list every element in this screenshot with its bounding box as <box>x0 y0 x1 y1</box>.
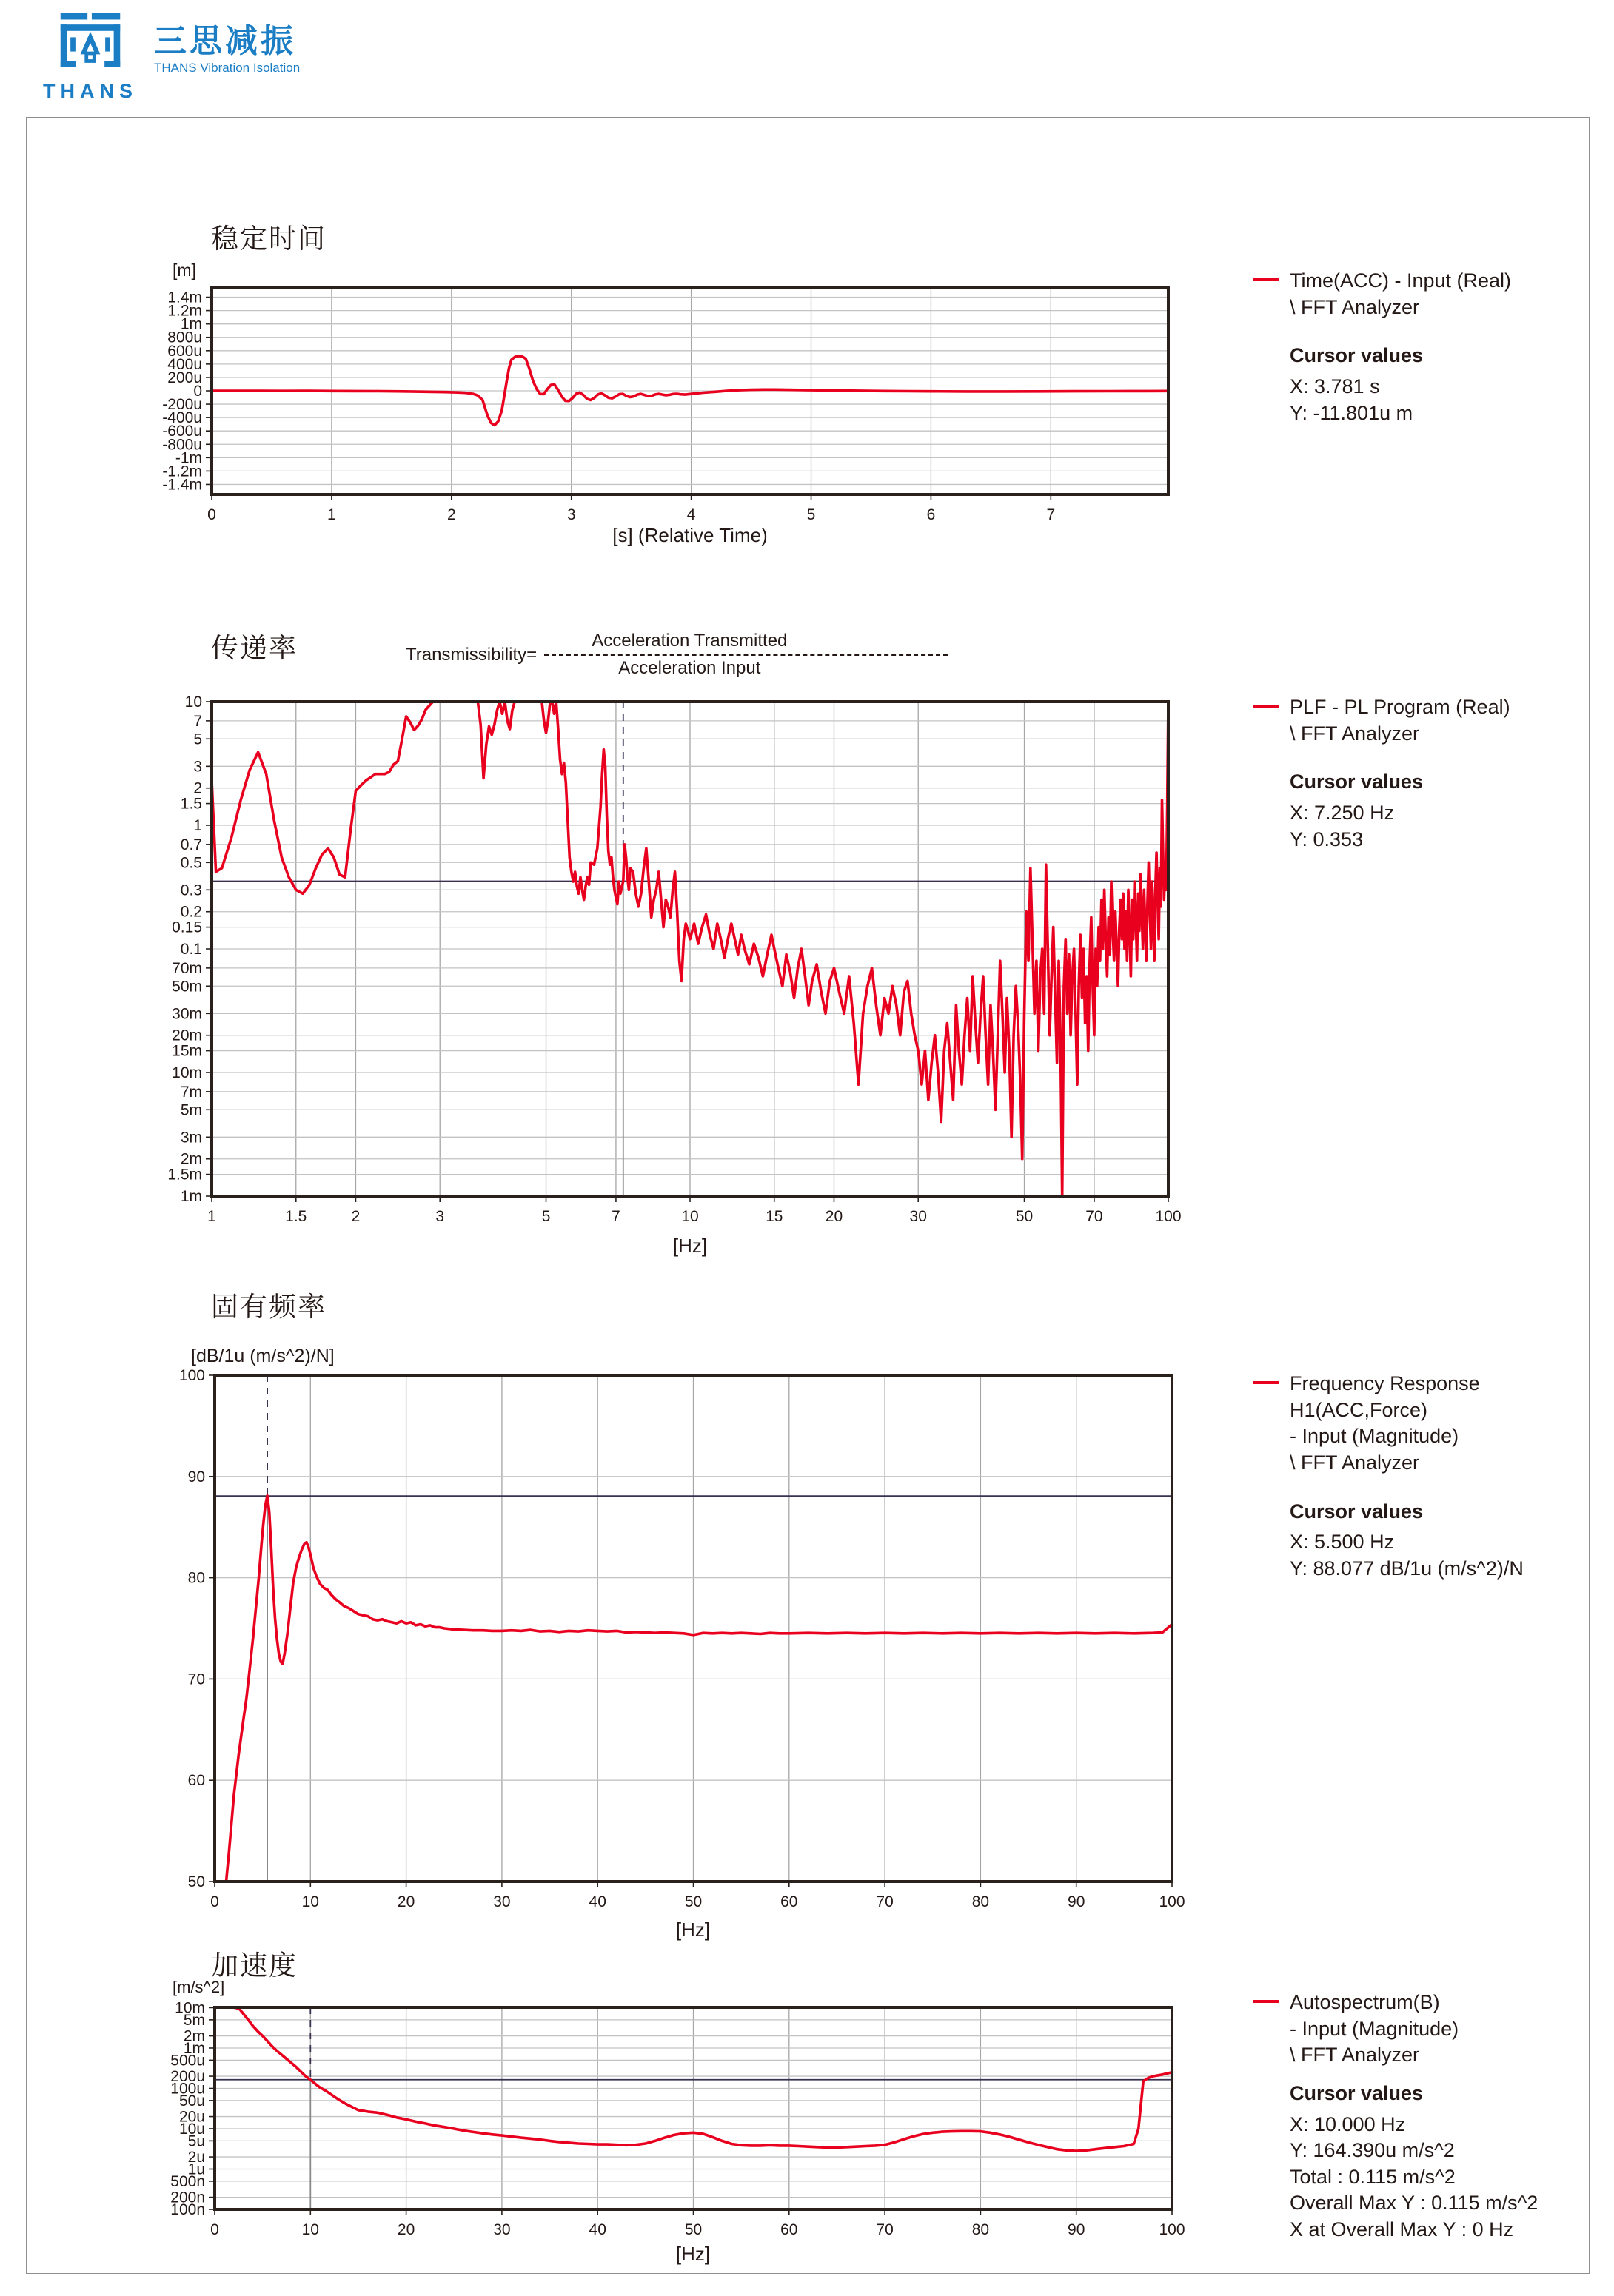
legend-text: H1(ACC,Force) <box>1290 1398 1428 1421</box>
svg-text:7: 7 <box>193 712 202 730</box>
svg-text:60: 60 <box>187 1772 205 1790</box>
svg-text:50: 50 <box>684 1893 703 1910</box>
svg-text:2u: 2u <box>187 2149 205 2166</box>
cursor-values-title: Cursor values <box>1290 2081 1424 2104</box>
svg-text:5m: 5m <box>183 2011 205 2029</box>
svg-text:-1.4m: -1.4m <box>162 476 202 494</box>
svg-text:50: 50 <box>684 2221 703 2238</box>
svg-text:5: 5 <box>806 506 816 523</box>
legend-line-sample <box>1253 705 1279 708</box>
svg-text:200u: 200u <box>170 2068 205 2086</box>
plot-settling-time <box>162 287 1168 523</box>
legend-text: Frequency Response <box>1290 1372 1480 1394</box>
svg-text:-600u: -600u <box>162 423 202 440</box>
cursor-y-value: Y: -11.801u m <box>1290 401 1413 424</box>
legend-text: - Input (Magnitude) <box>1290 1425 1459 1448</box>
svg-text:0.15: 0.15 <box>172 919 202 936</box>
svg-text:100: 100 <box>1159 1893 1185 1910</box>
logo-chinese-name: 三思减振 <box>154 23 296 59</box>
svg-text:10m: 10m <box>172 1064 202 1081</box>
svg-text:5: 5 <box>541 1208 551 1225</box>
svg-text:600u: 600u <box>167 342 202 360</box>
svg-text:1: 1 <box>327 506 336 523</box>
svg-text:1.4m: 1.4m <box>167 289 202 306</box>
svg-text:30: 30 <box>493 2221 511 2238</box>
svg-text:100: 100 <box>178 1367 205 1384</box>
svg-text:50: 50 <box>1015 1208 1034 1225</box>
cursor-x-value: X: 10.000 Hz <box>1290 2112 1406 2135</box>
plot-acceleration <box>170 1999 1185 2238</box>
svg-text:400u: 400u <box>167 355 202 373</box>
svg-text:1: 1 <box>207 1208 216 1225</box>
svg-text:-400u: -400u <box>162 409 202 427</box>
svg-text:80: 80 <box>971 2221 990 2238</box>
svg-text:5: 5 <box>193 731 202 748</box>
svg-text:100n: 100n <box>170 2201 205 2218</box>
legend-line-sample <box>1253 2000 1279 2003</box>
cursor-overall-max: Overall Max Y : 0.115 m/s^2 <box>1290 2192 1538 2215</box>
chart-title-transmissibility: 传递率 <box>211 633 298 663</box>
svg-text:7: 7 <box>1046 506 1056 523</box>
legend-transmissibility <box>1253 694 1578 853</box>
svg-text:40: 40 <box>589 1893 606 1910</box>
cursor-x-value: X: 3.781 s <box>1290 375 1380 397</box>
legend-settling-time <box>1253 268 1578 426</box>
cursor-x-value: X: 7.250 Hz <box>1290 801 1395 824</box>
plot-natural-frequency <box>178 1367 1185 1910</box>
svg-text:20: 20 <box>397 1893 415 1910</box>
svg-text:0.1: 0.1 <box>180 941 202 958</box>
svg-text:3m: 3m <box>180 1129 202 1147</box>
cursor-values-title: Cursor values <box>1290 344 1424 367</box>
svg-text:90: 90 <box>1068 1893 1085 1910</box>
svg-text:3: 3 <box>566 506 576 523</box>
svg-text:20m: 20m <box>172 1027 202 1044</box>
thans-logo-icon <box>55 10 126 78</box>
svg-text:0.5: 0.5 <box>180 854 202 872</box>
svg-text:100: 100 <box>1159 2221 1185 2238</box>
chart-title-settling-time: 稳定时间 <box>211 224 327 254</box>
formula-numerator: Acceleration Transmitted <box>592 631 788 651</box>
svg-text:7m: 7m <box>180 1083 202 1101</box>
svg-text:70: 70 <box>876 2221 894 2238</box>
formula-denominator: Acceleration Input <box>618 658 761 678</box>
legend-text: Time(ACC) - Input (Real) <box>1290 269 1512 292</box>
svg-text:-1.2m: -1.2m <box>162 463 202 480</box>
svg-text:90: 90 <box>187 1468 205 1486</box>
svg-text:4: 4 <box>686 506 696 523</box>
svg-text:5m: 5m <box>180 1101 202 1119</box>
x-label-natural-frequency: [Hz] <box>675 1919 711 1941</box>
svg-text:10: 10 <box>681 1208 699 1225</box>
svg-text:2: 2 <box>351 1208 361 1225</box>
legend-text: \ FFT Analyzer <box>1290 295 1420 318</box>
svg-text:80: 80 <box>971 1893 990 1910</box>
svg-text:50: 50 <box>187 1873 205 1890</box>
brand-logo <box>43 10 300 103</box>
chart-title-natural-frequency: 固有频率 <box>211 1292 327 1322</box>
svg-text:200n: 200n <box>170 2189 205 2206</box>
legend-text: - Input (Magnitude) <box>1290 2017 1459 2040</box>
svg-text:70: 70 <box>1085 1208 1103 1225</box>
svg-text:15: 15 <box>766 1208 783 1225</box>
svg-text:70: 70 <box>876 1893 894 1910</box>
svg-text:-800u: -800u <box>162 436 202 454</box>
legend-text: Autospectrum(B) <box>1290 1991 1440 2013</box>
svg-text:50u: 50u <box>178 2092 205 2109</box>
svg-text:15m: 15m <box>172 1042 202 1060</box>
svg-text:10: 10 <box>184 694 202 711</box>
logo-wordmark: THANS <box>43 80 138 102</box>
svg-text:0.2: 0.2 <box>180 903 202 921</box>
x-label-transmissibility: [Hz] <box>672 1235 708 1257</box>
cursor-x-at-max: X at Overall Max Y : 0 Hz <box>1290 2218 1514 2240</box>
svg-text:1m: 1m <box>180 315 202 333</box>
svg-text:0: 0 <box>210 2221 219 2238</box>
svg-text:0: 0 <box>210 1893 219 1910</box>
svg-text:100: 100 <box>1155 1208 1182 1225</box>
svg-text:40: 40 <box>589 2221 606 2238</box>
svg-text:30: 30 <box>493 1893 511 1910</box>
svg-text:30m: 30m <box>172 1005 202 1023</box>
svg-text:10u: 10u <box>178 2120 205 2138</box>
svg-text:70: 70 <box>187 1671 205 1688</box>
cursor-total-value: Total : 0.115 m/s^2 <box>1290 2165 1456 2188</box>
svg-text:6: 6 <box>926 506 936 523</box>
svg-text:1: 1 <box>193 817 202 834</box>
legend-line-sample <box>1253 278 1279 281</box>
cursor-y-value: Y: 164.390u m/s^2 <box>1290 2139 1455 2162</box>
y-unit-acceleration: [m/s^2] <box>173 1978 225 1996</box>
transmissibility-formula <box>406 631 948 679</box>
svg-text:2m: 2m <box>183 2027 205 2045</box>
svg-text:20u: 20u <box>178 2108 205 2126</box>
svg-text:1u: 1u <box>187 2161 205 2178</box>
y-unit-settling-time: [m] <box>173 261 196 280</box>
svg-text:70m: 70m <box>172 959 202 977</box>
svg-text:1m: 1m <box>180 1188 202 1205</box>
svg-text:100u: 100u <box>170 2080 205 2098</box>
svg-text:2: 2 <box>193 779 202 797</box>
svg-text:200u: 200u <box>167 369 202 386</box>
svg-text:0: 0 <box>207 506 216 523</box>
logo-subtitle: THANS Vibration Isolation <box>154 61 301 75</box>
svg-text:20: 20 <box>825 1208 843 1225</box>
svg-text:0.7: 0.7 <box>180 836 202 853</box>
legend-text: \ FFT Analyzer <box>1290 1451 1420 1474</box>
cursor-y-value: Y: 88.077 dB/1u (m/s^2)/N <box>1290 1557 1524 1580</box>
legend-line-sample <box>1253 1381 1279 1384</box>
legend-text: \ FFT Analyzer <box>1290 2044 1420 2067</box>
svg-text:1.5m: 1.5m <box>167 1166 202 1184</box>
svg-text:500u: 500u <box>170 2052 205 2070</box>
svg-text:80: 80 <box>187 1569 205 1587</box>
svg-text:7: 7 <box>612 1208 620 1225</box>
svg-text:500n: 500n <box>170 2172 205 2190</box>
cursor-y-value: Y: 0.353 <box>1290 828 1364 850</box>
svg-text:60: 60 <box>780 2221 798 2238</box>
fraction-rule <box>544 654 948 656</box>
x-label-acceleration: [Hz] <box>675 2243 711 2265</box>
svg-text:30: 30 <box>909 1208 927 1225</box>
x-label-settling-time: [s] (Relative Time) <box>612 524 768 546</box>
svg-text:1m: 1m <box>183 2039 205 2057</box>
legend-text: PLF - PL Program (Real) <box>1290 696 1510 718</box>
svg-text:2m: 2m <box>180 1150 202 1168</box>
svg-text:10: 10 <box>301 1893 319 1910</box>
svg-text:-200u: -200u <box>162 396 202 414</box>
svg-text:3: 3 <box>193 758 202 776</box>
svg-text:1.2m: 1.2m <box>167 302 202 320</box>
svg-text:3: 3 <box>435 1208 445 1225</box>
svg-text:0: 0 <box>193 383 202 400</box>
cursor-values-title: Cursor values <box>1290 1500 1424 1523</box>
svg-text:5u: 5u <box>187 2132 205 2150</box>
svg-text:800u: 800u <box>167 329 202 346</box>
legend-text: \ FFT Analyzer <box>1290 722 1420 745</box>
svg-text:90: 90 <box>1068 2221 1085 2238</box>
legend-natural-frequency <box>1253 1371 1578 1582</box>
svg-text:-1m: -1m <box>175 449 202 467</box>
svg-text:10m: 10m <box>175 1999 205 2017</box>
y-unit-natural-frequency: [dB/1u (m/s^2)/N] <box>191 1346 335 1366</box>
svg-text:1.5: 1.5 <box>180 795 202 813</box>
svg-text:20: 20 <box>397 2221 415 2238</box>
svg-text:1.5: 1.5 <box>285 1208 307 1225</box>
svg-text:10: 10 <box>301 2221 319 2238</box>
svg-text:50m: 50m <box>172 978 202 996</box>
svg-text:0.3: 0.3 <box>180 882 202 899</box>
cursor-values-title: Cursor values <box>1290 771 1424 793</box>
plot-transmissibility <box>167 694 1182 1225</box>
legend-acceleration <box>1253 1990 1578 2243</box>
chart-title-acceleration: 加速度 <box>211 1950 298 1981</box>
cursor-x-value: X: 5.500 Hz <box>1290 1531 1395 1554</box>
formula-lhs: Transmissibility= <box>406 644 538 665</box>
svg-text:2: 2 <box>446 506 456 523</box>
svg-text:60: 60 <box>780 1893 798 1910</box>
